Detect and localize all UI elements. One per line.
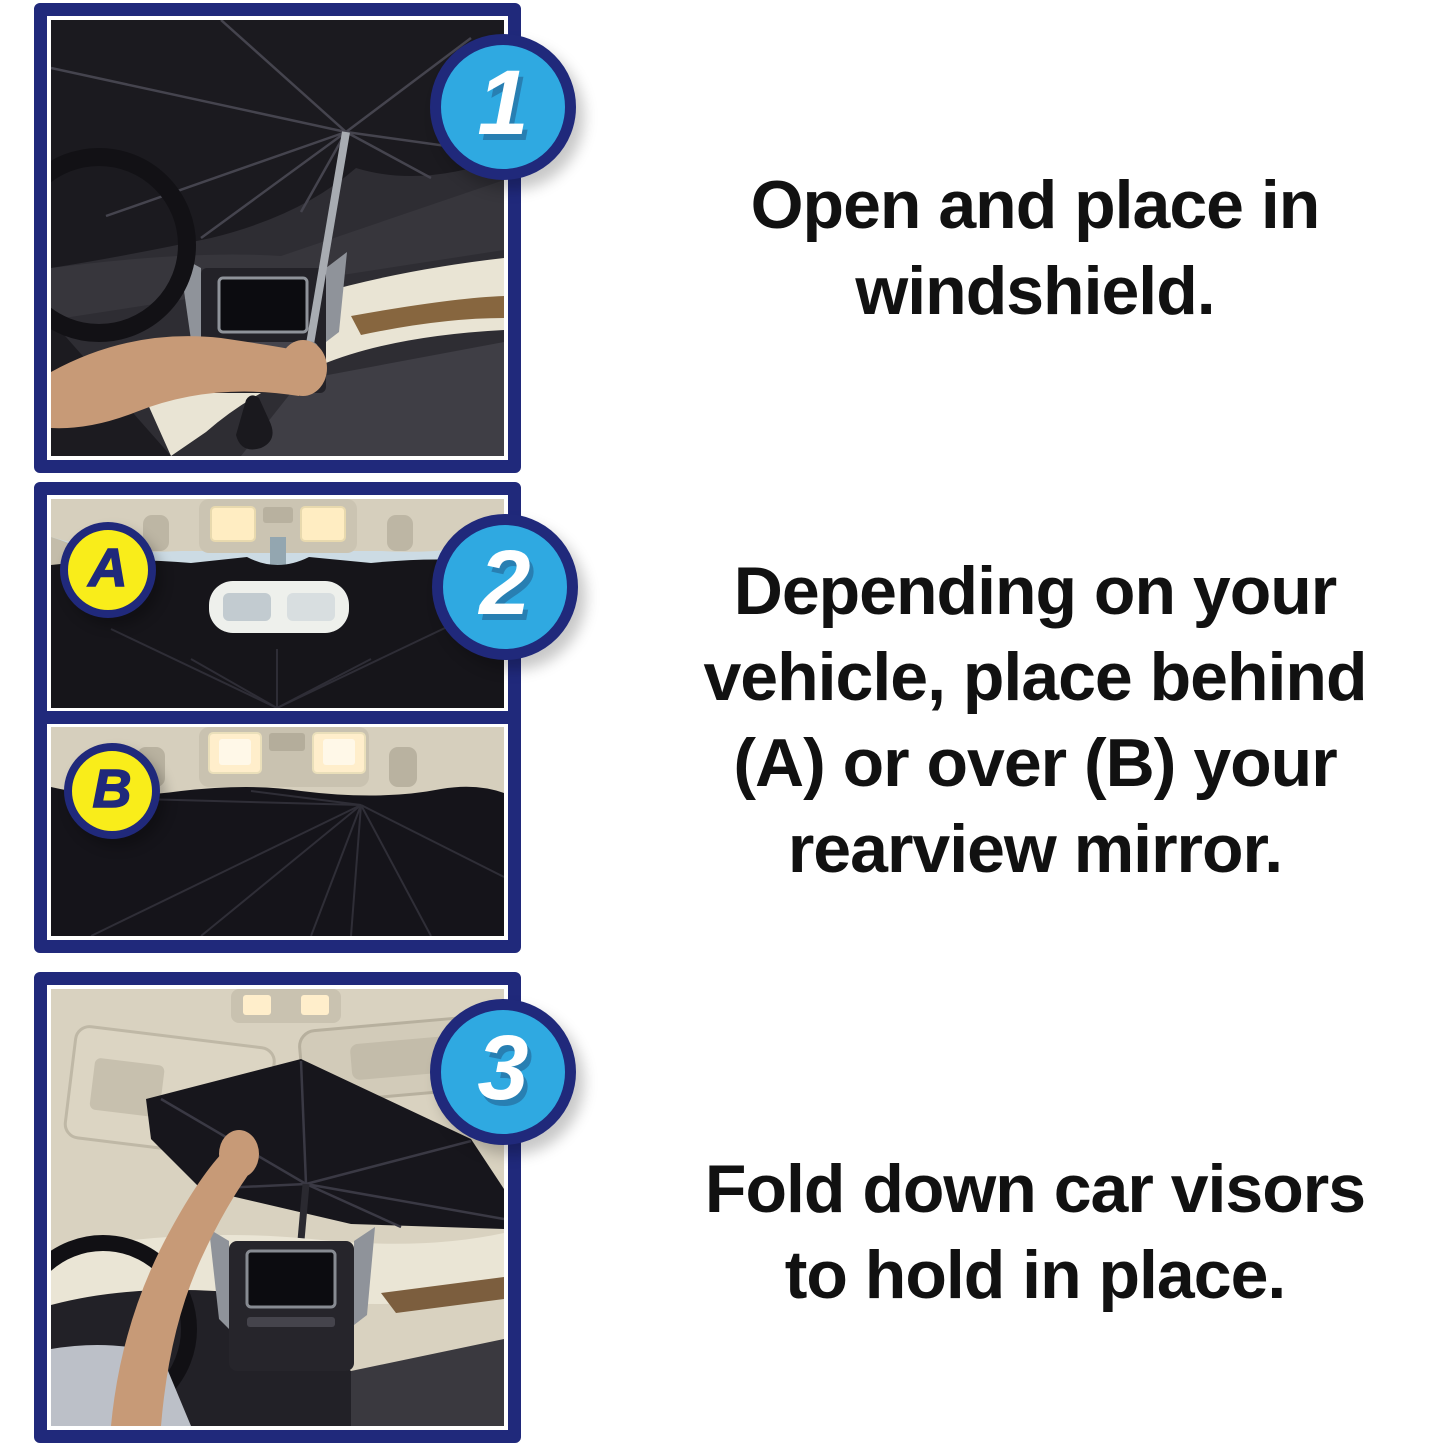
step2-instruction-line: (A) or over (B) your: [733, 725, 1337, 801]
step1-number-badge: [430, 34, 576, 180]
option-a-label: A: [88, 538, 128, 598]
step3-instruction-line: Fold down car visors: [704, 1151, 1366, 1227]
step1-instruction-line: windshield.: [855, 253, 1215, 329]
step2-instruction-line: Depending on your: [733, 553, 1337, 629]
step3-number: 3: [477, 1016, 529, 1119]
option-b-badge: [64, 743, 160, 839]
step1-instruction-line: Open and place in: [750, 167, 1320, 243]
step3-instruction-line: to hold in place.: [784, 1237, 1286, 1313]
step2-instruction-line: rearview mirror.: [787, 811, 1283, 887]
step2-number-badge: [432, 514, 578, 660]
step1-instruction: [630, 162, 1440, 334]
step2-instruction: [630, 548, 1440, 892]
step3-number-badge: [430, 999, 576, 1145]
step1-number: 1: [477, 51, 529, 154]
option-b-label: B: [92, 759, 132, 819]
option-a-badge: [60, 522, 156, 618]
step2-photos-divider: [47, 711, 508, 724]
step2-instruction-line: vehicle, place behind: [703, 639, 1367, 715]
step2-number: 2: [479, 531, 531, 634]
step3-instruction: [630, 1146, 1440, 1318]
